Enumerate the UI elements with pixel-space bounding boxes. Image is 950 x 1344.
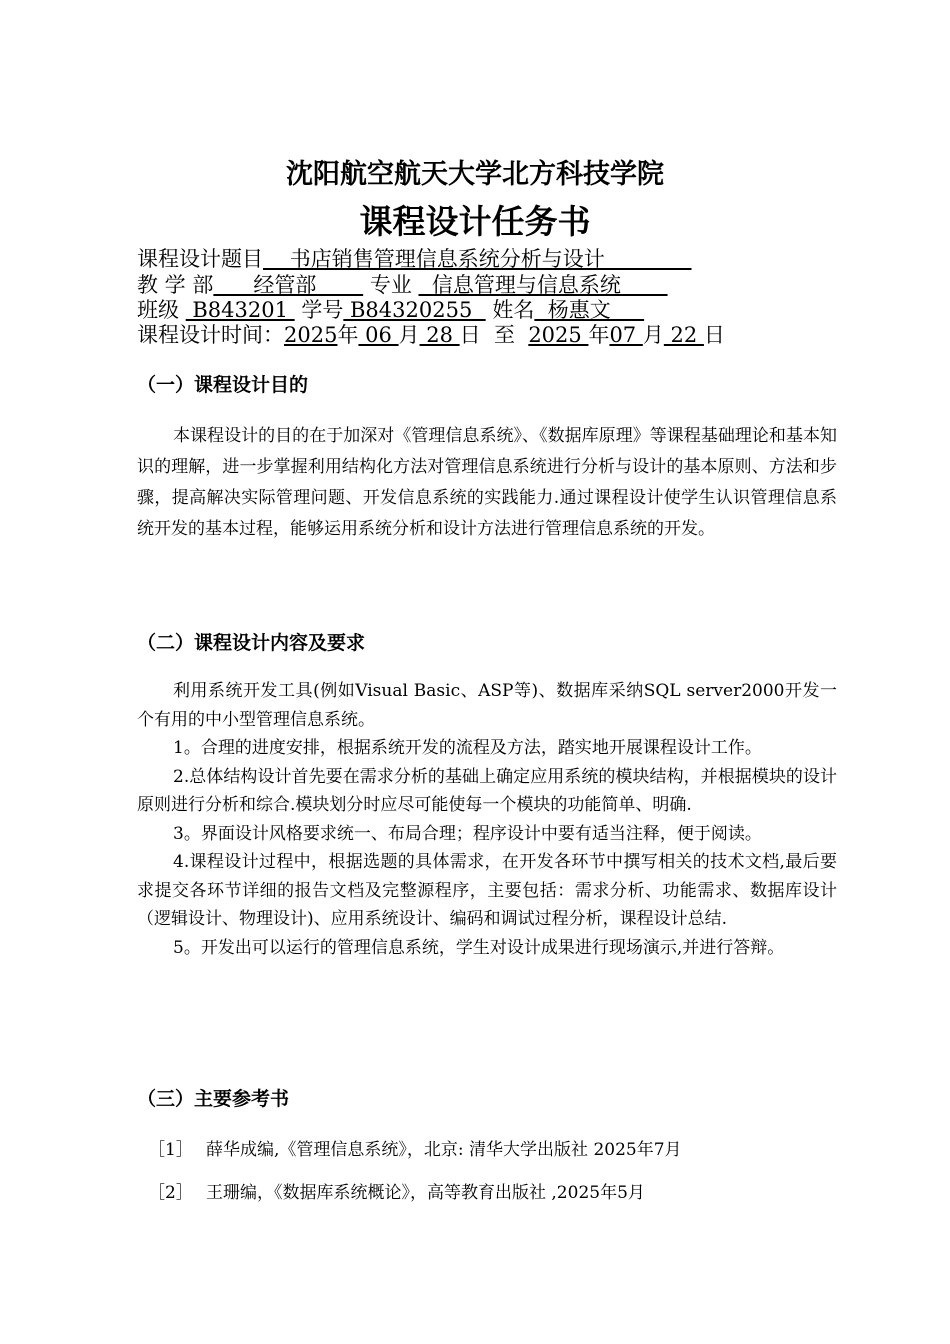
reference-item: [148, 1135, 682, 1160]
reference-text: 王珊编，《数据库系统概论》，高等教育出版社 ,2025年5月: [206, 1183, 645, 1203]
section-2-body: [137, 677, 837, 962]
info-time-line: [137, 322, 725, 348]
start-month: 06: [358, 323, 399, 347]
section-2-item-5: 5。开发出可以运行的管理信息系统，学生对设计成果进行现场演示,并进行答辩。: [173, 937, 785, 958]
section-1-heading: （一）课程设计目的: [137, 374, 309, 396]
end-day: 22: [663, 323, 704, 347]
section-2-item-3: 3。界面设计风格要求统一、布局合理；程序设计中要有适当注释，便于阅读。: [173, 823, 762, 844]
class-value: B843201: [185, 298, 295, 322]
section-2-item-2: 2.总体结构设计首先要在需求分析的基础上确定应用系统的模块结构，并根据模块的设计原则进行分析和综合.模块划分时应尽可能使每一个模块的功能简单、明确.: [137, 766, 837, 815]
class-label: 班级: [137, 298, 186, 322]
reference-text: 薛华成编,《管理信息系统》，北京: 清华大学出版社 2025年7月: [206, 1140, 682, 1160]
time-label: 课程设计时间：: [137, 323, 284, 347]
info-student-line: [137, 297, 644, 323]
section-3-heading: （三）主要参考书: [137, 1088, 290, 1110]
start-month-char: 月: [398, 323, 420, 347]
id-value: B84320255: [343, 298, 486, 322]
info-dept-line: [137, 272, 668, 298]
end-month: 07: [609, 323, 643, 347]
name-label: 姓名: [485, 298, 535, 322]
section-2-item-1: 1。合理的进度安排，根据系统开发的流程及方法，踏实地开展课程设计工作。: [173, 738, 762, 758]
end-year: 2025: [528, 323, 589, 347]
end-year-char: 年: [588, 323, 610, 347]
school-name: 沈阳航空航天大学北方科技学院: [286, 159, 664, 190]
section-1-paragraph: 本课程设计的目的在于加深对《管理信息系统》、《数据库原理》等课程基础理论和基本知识的理解，进一步掌握利用结构化方法对管理信息系统进行分析与设计的基本原则、方法和步骤，提高解决实际管理问题、开发信息系统的实践能力.通过课程设计使学生认识管理信息系统开发的基本过程，能够运用系统分析和设计方法进行管理信息系统的开发。: [137, 426, 837, 539]
document-title: 课程设计任务书: [359, 202, 591, 241]
to-char: 至: [480, 323, 529, 347]
info-topic-line: [137, 246, 691, 272]
reference-number: ［1］: [148, 1140, 193, 1160]
section-2-heading: （二）课程设计内容及要求: [137, 632, 366, 654]
section-2-paragraph-0: 利用系统开发工具(例如Visual Basic、ASP等)、数据库采纳SQL server2000开发一个有用的中小型管理信息系统。: [137, 681, 837, 730]
start-year-char: 年: [337, 323, 359, 347]
end-day-char: 日: [703, 323, 725, 347]
topic-label: 课程设计题目: [137, 247, 263, 271]
major-value: 信息管理与信息系统: [418, 273, 668, 297]
id-label: 学号: [294, 298, 344, 322]
dept-value: 经管部: [213, 273, 364, 297]
section-2-item-4: 4.课程设计过程中，根据选题的具体需求，在开发各环节中撰写相关的技术文档,最后要求提交各环节详细的报告文档及完整源程序，主要包括：需求分析、功能需求、数据库设计（逻辑设计、物理设计)、应用系统设计、编码和调试过程分析，课程设计总结.: [137, 852, 837, 929]
end-month-char: 月: [642, 323, 664, 347]
dept-label: 教 学 部: [137, 273, 214, 297]
start-day: 28: [419, 323, 460, 347]
major-label: 专业: [363, 273, 419, 297]
reference-number: ［2］: [148, 1183, 193, 1203]
start-year: 2025: [284, 323, 338, 347]
reference-item: [148, 1178, 645, 1203]
topic-value: 书店销售管理信息系统分析与设计: [263, 247, 692, 271]
name-value: 杨惠文: [534, 298, 645, 322]
start-day-char: 日: [459, 323, 481, 347]
